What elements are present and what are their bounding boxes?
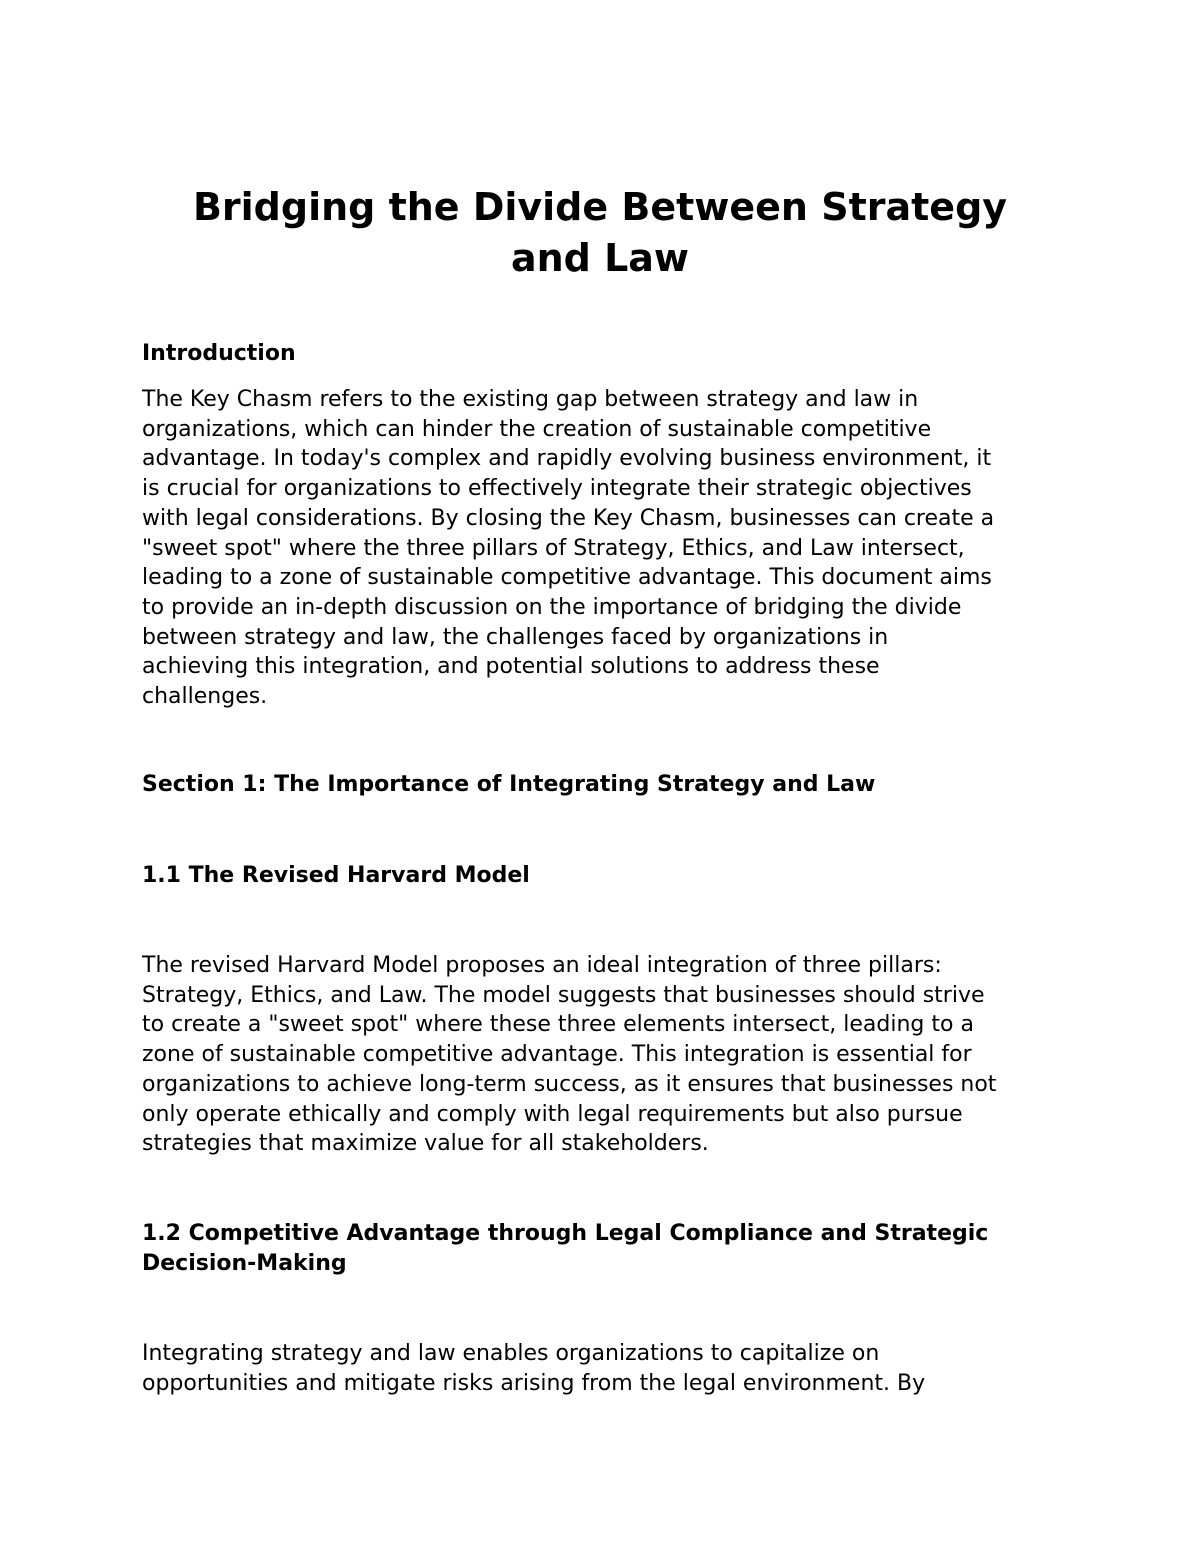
- paragraph-line: The revised Harvard Model proposes an ideal integration of three pillars:: [142, 953, 942, 978]
- heading-line: Decision-Making: [142, 1251, 347, 1276]
- paragraph-line: "sweet spot" where the three pillars of Strategy, Ethics, and Law intersect,: [142, 535, 965, 561]
- paragraph-line: challenges.: [142, 684, 268, 710]
- section-1-heading: Section 1: The Importance of Integrating Strategy and Law: [142, 772, 876, 797]
- paragraph-line: organizations, which can hinder the creation of sustainable competitive: [142, 416, 932, 442]
- document-title: [140, 182, 1060, 284]
- paragraph-line: between strategy and law, the challenges faced by organizations in: [142, 624, 889, 650]
- subsection-1-1-paragraph: [142, 951, 1067, 1159]
- paragraph-line: is crucial for organizations to effectively integrate their strategic objectives: [142, 476, 972, 502]
- paragraph-line: to create a "sweet spot" where these three elements intersect, leading to a: [142, 1012, 974, 1038]
- paragraph-line: The Key Chasm refers to the existing gap between strategy and law in: [142, 387, 919, 412]
- subsection-1-2-paragraph: [142, 1339, 1067, 1398]
- paragraph-line: strategies that maximize value for all stakeholders.: [142, 1131, 709, 1157]
- paragraph-line: with legal considerations. By closing the Key Chasm, businesses can create a: [142, 505, 995, 531]
- paragraph-line: achieving this integration, and potential solutions to address these: [142, 654, 880, 680]
- paragraph-line: to provide an in-depth discussion on the importance of bridging the divide: [142, 594, 962, 620]
- paragraph-line: zone of sustainable competitive advantage. This integration is essential for: [142, 1042, 972, 1068]
- title-line: and Law: [510, 236, 690, 280]
- introduction-heading: Introduction: [142, 341, 296, 366]
- introduction-paragraph: [142, 385, 1067, 712]
- paragraph-line: advantage. In today's complex and rapidly evolving business environment, it: [142, 446, 992, 472]
- title-line: Bridging the Divide Between Strategy: [192, 185, 1008, 229]
- paragraph-line: Strategy, Ethics, and Law. The model suggests that businesses should strive: [142, 982, 985, 1008]
- paragraph-line: Integrating strategy and law enables organizations to capitalize on: [142, 1341, 880, 1366]
- paragraph-line: opportunities and mitigate risks arising from the legal environment. By: [142, 1370, 926, 1396]
- subsection-1-2-heading: [142, 1219, 1072, 1279]
- paragraph-line: only operate ethically and comply with legal requirements but also pursue: [142, 1101, 963, 1127]
- heading-line: 1.2 Competitive Advantage through Legal Compliance and Strategic: [142, 1221, 989, 1246]
- subsection-1-1-heading: 1.1 The Revised Harvard Model: [142, 863, 530, 888]
- paragraph-line: leading to a zone of sustainable competitive advantage. This document aims: [142, 565, 992, 591]
- paragraph-line: organizations to achieve long-term success, as it ensures that businesses not: [142, 1071, 997, 1097]
